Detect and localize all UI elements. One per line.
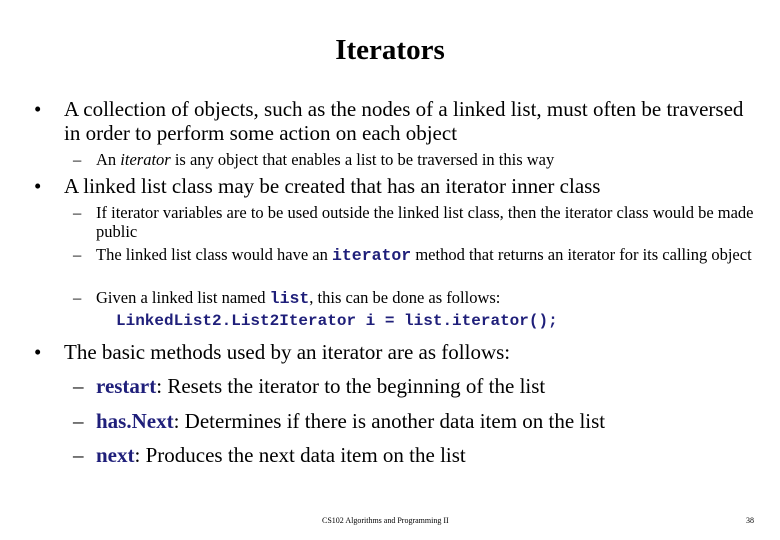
sub-text bbox=[96, 245, 763, 265]
bullet-2-text: A linked list class may be created that has an iterator inner class bbox=[64, 174, 601, 198]
sub-text-post: method that returns an iterator for its calling object bbox=[411, 245, 752, 264]
method-text bbox=[96, 443, 763, 467]
slide-footer: CS102 Algorithms and Programming II bbox=[322, 516, 449, 525]
method-hasnext bbox=[73, 409, 763, 433]
sub-dash: – bbox=[73, 245, 82, 264]
sub-dash: – bbox=[73, 150, 82, 169]
method-desc: : Produces the next data item on the list bbox=[134, 443, 466, 467]
bullet-2 bbox=[34, 174, 764, 198]
method-text bbox=[96, 374, 763, 398]
bullet-2-sub-2 bbox=[73, 245, 763, 265]
method-desc: : Resets the iterator to the beginning of the list bbox=[156, 374, 546, 398]
bullet-3-text: The basic methods used by an iterator are as follows: bbox=[64, 340, 511, 364]
method-desc: : Determines if there is another data item on the list bbox=[173, 409, 606, 433]
method-text bbox=[96, 409, 763, 433]
bullet-dot: • bbox=[34, 174, 42, 198]
method-name: restart bbox=[96, 374, 157, 398]
inline-code: list bbox=[269, 289, 310, 308]
bullet-2-sub-3 bbox=[73, 288, 763, 308]
page-number: 38 bbox=[746, 516, 754, 525]
bullet-dot: • bbox=[34, 340, 42, 364]
method-next bbox=[73, 443, 763, 467]
sub-text-post: , this can be done as follows: bbox=[309, 288, 501, 307]
sub-dash: – bbox=[73, 443, 84, 467]
sub-text-post: is any object that enables a list to be traversed in this way bbox=[170, 150, 555, 169]
sub-text bbox=[96, 288, 763, 308]
bullet-1-text: A collection of objects, such as the nodes of a linked list, must often be traversed in order to perform some action on each object bbox=[64, 97, 744, 145]
bullet-3 bbox=[34, 340, 764, 364]
sub-text-pre: Given a linked list named bbox=[96, 288, 270, 307]
sub-dash: – bbox=[73, 374, 84, 398]
method-name: has.Next bbox=[96, 409, 174, 433]
sub-text-pre: An bbox=[96, 150, 121, 169]
sub-text-pre: The linked list class would have an bbox=[96, 245, 332, 264]
code-line: LinkedList2.List2Iterator i = list.iterator(); bbox=[116, 312, 558, 330]
page-title: Iterators bbox=[335, 34, 445, 66]
method-restart bbox=[73, 374, 763, 398]
sub-dash: – bbox=[73, 409, 84, 433]
sub-text: If iterator variables are to be used outside the linked list class, then the iterator class would be made public bbox=[96, 203, 754, 241]
sub-text bbox=[96, 150, 763, 169]
bullet-1-sub-1 bbox=[73, 150, 763, 169]
method-name: next bbox=[96, 443, 135, 467]
bullet-2-sub-1 bbox=[73, 203, 763, 241]
sub-dash: – bbox=[73, 203, 82, 222]
bullet-1 bbox=[34, 97, 764, 145]
inline-code: iterator bbox=[332, 246, 412, 265]
bullet-dot: • bbox=[34, 97, 42, 121]
sub-dash: – bbox=[73, 288, 82, 307]
sub-text-emphasis: iterator bbox=[120, 150, 171, 169]
